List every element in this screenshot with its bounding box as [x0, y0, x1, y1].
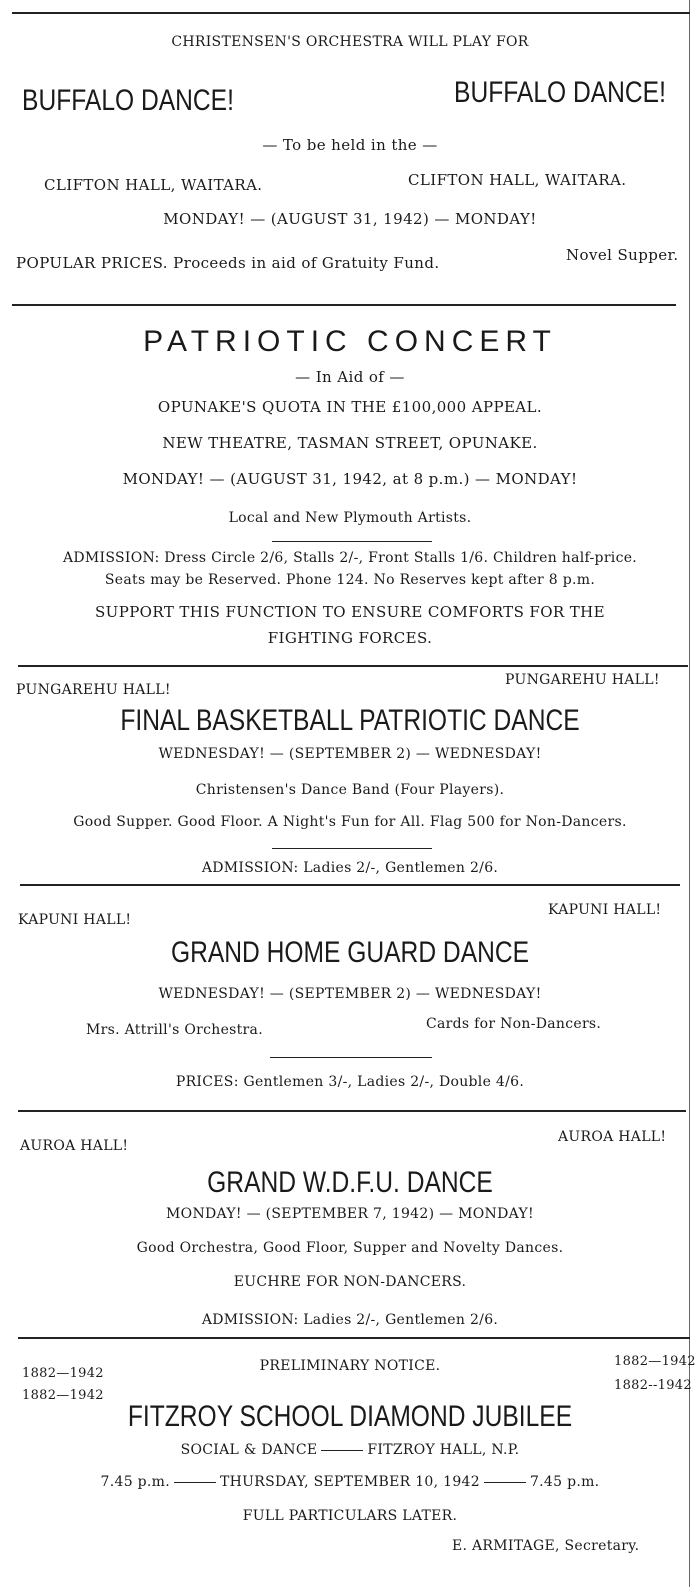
- concert-title: PATRIOTIC CONCERT: [143, 325, 557, 358]
- time-left: 7.45 p.m.: [100, 1474, 171, 1490]
- event-date: MONDAY! — (AUGUST 31, 1942) — MONDAY!: [163, 210, 537, 228]
- years-left-1: 1882—1942: [22, 1366, 104, 1381]
- admission-prices: ADMISSION: Dress Circle 2/6, Stalls 2/-, Front Stalls 1/6. Children half-price.: [62, 550, 638, 566]
- years-left-2: 1882—1942: [22, 1388, 104, 1403]
- dance-date: WEDNESDAY! — (SEPTEMBER 2) — WEDNESDAY!: [158, 746, 542, 762]
- artists-note: Local and New Plymouth Artists.: [228, 510, 472, 526]
- venue-left: CLIFTON HALL, WAITARA.: [44, 176, 263, 194]
- particulars-note: FULL PARTICULARS LATER.: [242, 1508, 458, 1524]
- short-divider: [272, 848, 432, 849]
- date-line: [0, 1474, 700, 1490]
- dance-title: FINAL BASKETBALL PATRIOTIC DANCE: [120, 704, 580, 737]
- dance-date: WEDNESDAY! — (SEPTEMBER 2) — WEDNESDAY!: [158, 986, 542, 1002]
- social-line: [0, 1442, 700, 1458]
- appeal-quota: OPUNAKE'S QUOTA IN THE £100,000 APPEAL.: [157, 398, 543, 416]
- section-divider: [20, 884, 680, 886]
- dance-prices: PRICES: Gentlemen 3/-, Ladies 2/-, Double 4/6.: [175, 1074, 525, 1090]
- section-divider: [18, 1110, 686, 1112]
- band-note: Christensen's Dance Band (Four Players).: [195, 782, 505, 798]
- section-divider: [12, 304, 676, 306]
- orchestra-note: Mrs. Attrill's Orchestra.: [86, 1022, 263, 1038]
- concert-venue: NEW THEATRE, TASMAN STREET, OPUNAKE.: [162, 434, 538, 452]
- title-left: BUFFALO DANCE!: [22, 84, 234, 117]
- cards-note: Cards for Non-Dancers.: [426, 1016, 602, 1032]
- dance-admission: ADMISSION: Ladies 2/-, Gentlemen 2/6.: [201, 860, 499, 876]
- short-divider: [270, 1057, 432, 1058]
- jubilee-title: FITZROY SCHOOL DIAMOND JUBILEE: [127, 1400, 573, 1433]
- support-line-2: FIGHTING FORCES.: [267, 629, 433, 647]
- prices-note: POPULAR PRICES. Proceeds in aid of Gratuity Fund.: [16, 254, 440, 272]
- dance-title: GRAND HOME GUARD DANCE: [170, 936, 530, 969]
- dash-separator: [484, 1482, 526, 1483]
- support-line-1: SUPPORT THIS FUNCTION TO ENSURE COMFORTS FOR THE: [94, 603, 606, 621]
- dance-date: MONDAY! — (SEPTEMBER 7, 1942) — MONDAY!: [166, 1206, 534, 1222]
- short-divider: [272, 541, 432, 542]
- dance-details: Good Supper. Good Floor. A Night's Fun for All. Flag 500 for Non-Dancers.: [73, 814, 627, 830]
- hall-left: KAPUNI HALL!: [18, 912, 132, 928]
- social-venue: FITZROY HALL, N.P.: [367, 1442, 520, 1458]
- section-divider: [18, 1337, 690, 1339]
- dash-separator: [174, 1482, 216, 1483]
- section-divider: [12, 12, 690, 14]
- supper-note: Novel Supper.: [566, 246, 679, 264]
- hall-left: AUROA HALL!: [20, 1138, 129, 1154]
- hall-right: AUROA HALL!: [558, 1129, 667, 1145]
- years-right-2: 1882--1942: [614, 1378, 692, 1393]
- years-right-1: 1882—1942: [614, 1354, 696, 1369]
- held-in: — To be held in the —: [262, 136, 438, 154]
- jubilee-date: THURSDAY, SEPTEMBER 10, 1942: [220, 1474, 480, 1490]
- venue-right: CLIFTON HALL, WAITARA.: [408, 171, 627, 189]
- dash-separator: [321, 1450, 363, 1451]
- social-dance: SOCIAL & DANCE: [180, 1442, 318, 1458]
- secretary-signoff: E. ARMITAGE, Secretary.: [452, 1538, 640, 1554]
- section-divider: [18, 665, 688, 667]
- dance-details: Good Orchestra, Good Floor, Supper and Novelty Dances.: [136, 1240, 564, 1256]
- hall-left: PUNGAREHU HALL!: [16, 682, 171, 698]
- preliminary-notice: PRELIMINARY NOTICE.: [259, 1358, 441, 1374]
- orchestra-intro: CHRISTENSEN'S ORCHESTRA WILL PLAY FOR: [171, 34, 529, 50]
- euchre-note: EUCHRE FOR NON-DANCERS.: [233, 1274, 467, 1290]
- hall-right: PUNGAREHU HALL!: [505, 672, 660, 688]
- concert-date: MONDAY! — (AUGUST 31, 1942, at 8 p.m.) — MONDAY!: [122, 470, 578, 488]
- time-right: 7.45 p.m.: [529, 1474, 600, 1490]
- dance-admission: ADMISSION: Ladies 2/-, Gentlemen 2/6.: [201, 1312, 499, 1328]
- title-right: BUFFALO DANCE!: [454, 76, 666, 109]
- in-aid-of: — In Aid of —: [295, 368, 405, 386]
- reserve-note: Seats may be Reserved. Phone 124. No Reserves kept after 8 p.m.: [104, 572, 596, 588]
- dance-title: GRAND W.D.F.U. DANCE: [207, 1166, 493, 1199]
- hall-right: KAPUNI HALL!: [548, 902, 662, 918]
